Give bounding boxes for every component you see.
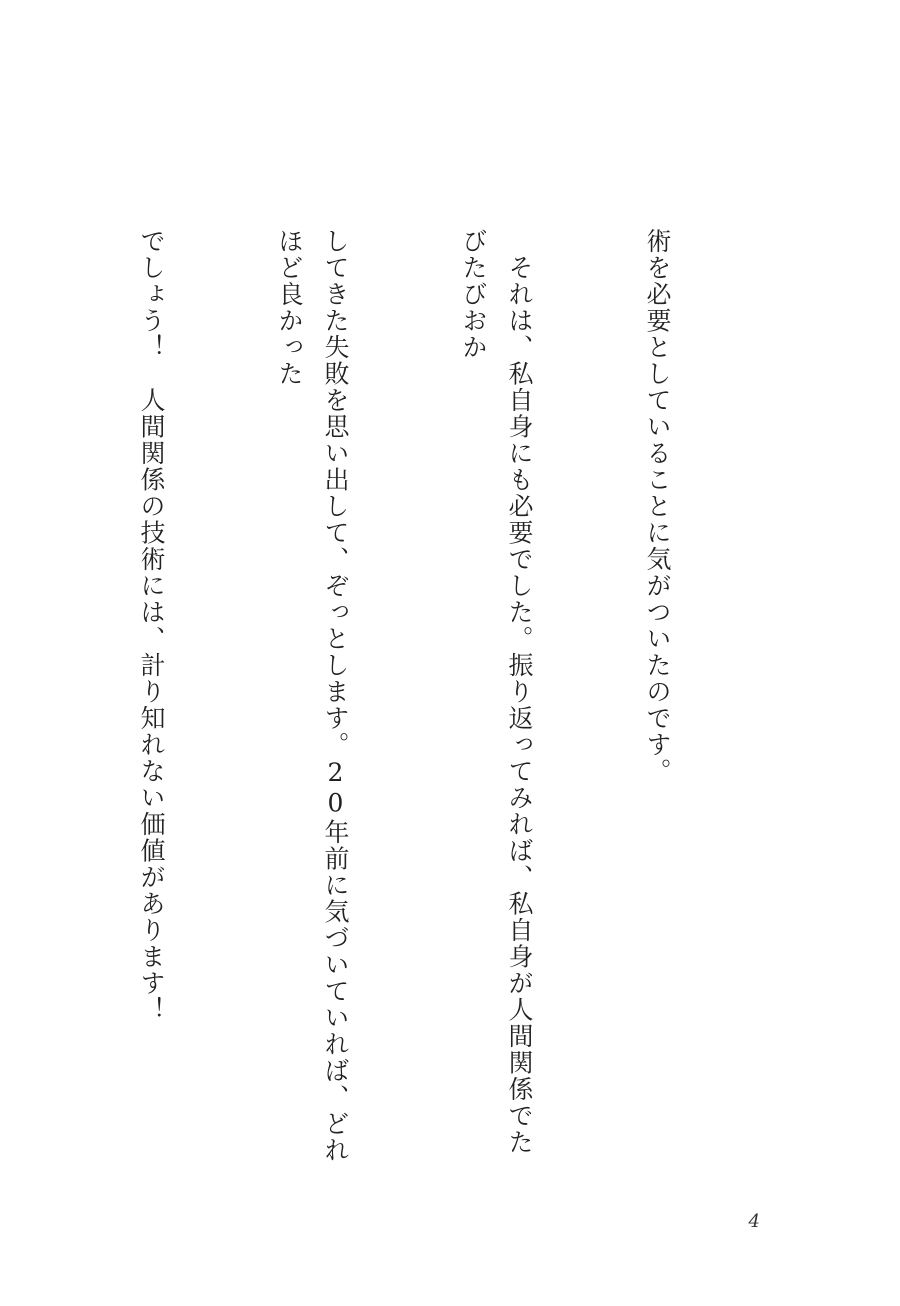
text-line: でしょう！ 人間関係の技術には、計り知れない価値があります！	[137, 228, 166, 1023]
page-number: 4	[748, 1211, 760, 1232]
text-line: 術を必要としていることに気がついたのです。	[643, 228, 672, 785]
text-line: それは、私自身にも必要でした。振り返ってみれば、私自身が人間関係でたびたびおか	[459, 228, 534, 1156]
vertical-text-block	[0, 228, 772, 1173]
blank-line	[12, 228, 36, 1173]
text-line: してきた失敗を思い出して、ぞっとします。20年前に気づいていれば、どれほど良かった	[275, 228, 350, 1164]
